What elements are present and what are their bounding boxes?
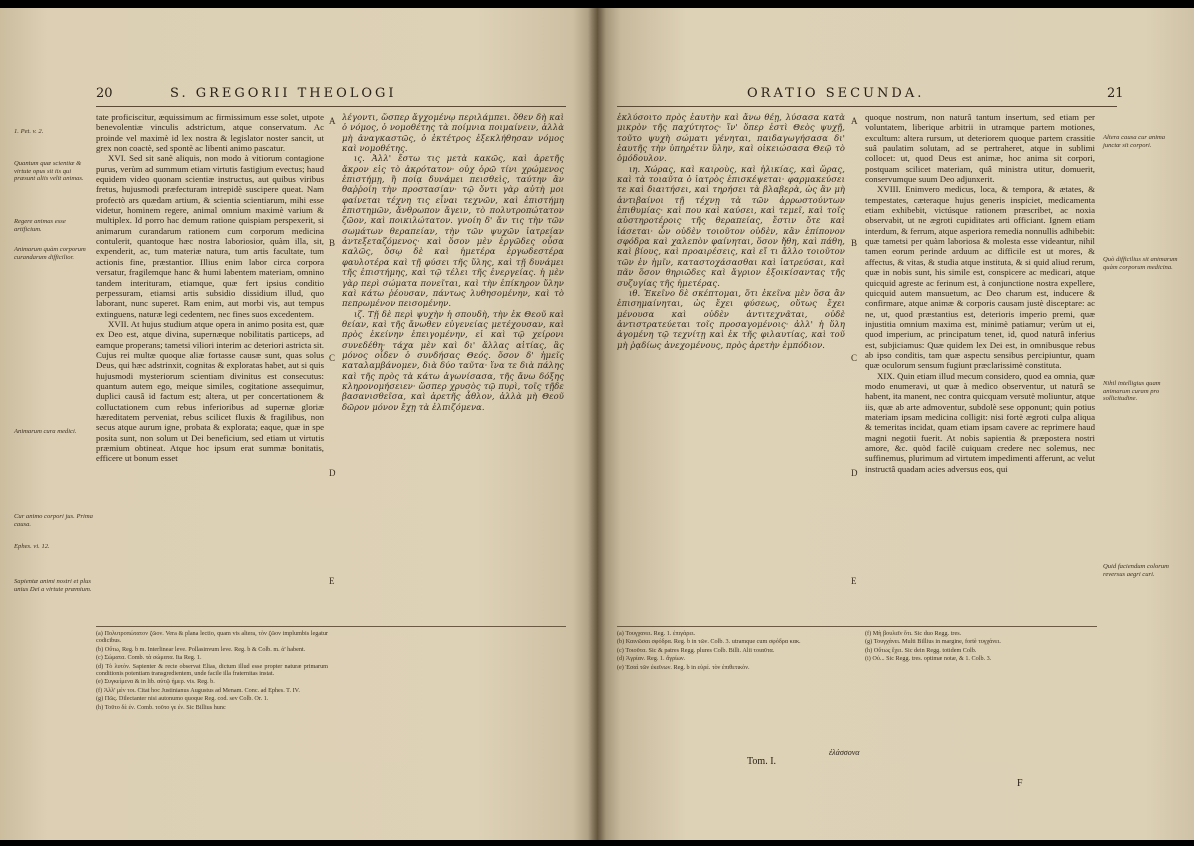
sidenote: Quid faciendum colorum reversus aegri curi. bbox=[1103, 563, 1169, 578]
greek-column-left bbox=[342, 112, 564, 622]
footnotes-left-a bbox=[96, 630, 328, 780]
catchword: F bbox=[1017, 778, 1023, 789]
margin-letter: A bbox=[851, 116, 858, 126]
footnote: (f) Ἀλλ' μὲν τοι. Citat hoc Justinianus Augustus ad Menam. Conc. ad Ephes. T. IV. bbox=[96, 686, 300, 694]
sidenote: 1. Pet. v. 2. bbox=[14, 128, 44, 135]
right-page bbox=[597, 8, 1194, 840]
sidenote: Animarum cura medici. bbox=[14, 428, 77, 435]
sidenote: Ephes. vi. 12. bbox=[14, 543, 50, 550]
footnote: (b) Οὕτω, Reg. b m. Interlinear leve. Pollasinvum leve. Reg. b & Colb. m. ἀ' habent. bbox=[96, 645, 306, 653]
footnote: (f) Μὴ βουλεῖν ὅτι. Sic duo Regg. tres. bbox=[865, 630, 962, 637]
greek-paragraph: ιθ. Ἐκεῖνο δὲ σκέπτομαι, ὅτι ἐκεῖνα μὲν ὅσα ἂν ἐπισημαίνηται, ὡς ἔχει φύσεως, οὕτως ἔχει μένουσα καὶ οὐδὲν ἀντιτεχνᾶται, οὐδὲ ἀντιστρατεύεται τοῖς προσαγομένοις· ἀλλ' ἡ ὕλη ἀγομένη τῷ τεχνίτῃ καὶ ἐκ τῆς φιλαυτίας, καὶ τοῦ μὴ ῥᾳδίως ἀνεχομένους, πρὸς ἀρετὴν ἐμπόδιον. bbox=[617, 287, 845, 350]
latin-paragraph: quoque nostrum, non naturâ tantum insertum, sed etiam per voluntatem, liberique arbitrii in utramque partem motiones, excultum: altera rursum, ut deteriorem quoque partem crassitie suâ paulatim solutam, ad se pertraheret, atque in sublimi collocet: ut, quod Deus est animæ, hoc anima sit corpori, postquam scilicet materiam, quâ ministra utitur, domuerit, conservumque suum Deo adjunxerit. bbox=[865, 112, 1095, 185]
latin-paragraph: XVI. Sed sit sanè aliquis, non modo à vitiorum contagione purus, verùm ad summum etiam virtutis fastigium evectus; haud equidem video quonam scientiæ instructus, aut quibus viribus fretus, hujusmodi præfecturam intrepidè suscipere queat. Nam profectò ars quædam artium, & scientia scientiarum, mihi esse videtur, hominem regere, animal omnium maximè varium & multiplex. Id porro hac demum ratione quispiam perspexerit, si animarum curandarum rationem cum corporum medicina contulerit, quantoque hæc nostra laboriosior, quàm illa, sit, expenderit, ac, tum materiæ natura, tum artis facultate, tum actionis fine, præstantior. Illius enim labor circa corpora versatur, fragilemque hanc & humi labentem materiam, omnino tandem interituram, etiamque, quæ fert ipsius conditio perpessuram, etiamsi artis subsidio dissidium illud, quo laborant, nunc superet. Ram enim, aut morbi vis, aut tempus extinguens, naturæ legi cedentem, nec fines suos excedentem. bbox=[96, 153, 324, 319]
footnote: (g) Πῶς. Dilectanter nisi autonumo quoque Reg. cod. sev Colb. Or. 1. bbox=[96, 695, 269, 703]
sidenote: Nihil intelligius quam animarum curam pro sollicitudine. bbox=[1103, 380, 1161, 403]
greek-paragraph: ιζ. Τῇ δὲ περὶ ψυχὴν ἡ σπουδὴ, τὴν ἐκ Θεοῦ καὶ θείαν, καὶ τῆς ἄνωθεν εὐγενείας μετέχουσαν, καὶ πρὸς ἐκείνην ἐπειγομένην, εἰ καὶ τῷ χείρονι συνεδέθη· τάχα μὲν καὶ δι' ἄλλας αἰτίας, ἃς μόνος οἶδεν ὁ συνδήσας Θεός. ὅσον δ' ἡμεῖς καταλαμβάνομεν, διὰ δύο ταῦτα· ἵνα τε διὰ πάλης καὶ τῆς πρὸς τὰ κάτω ἀγωνίσασα, τῆς ἄνω δόξης κληρονομήσειεν· ὥσπερ χρυσὸς τῷ πυρὶ, τοῖς τῇδε βασανισθεῖσα, καὶ ἀρετῆς ἆθλον, ἀλλὰ μὴ Θεοῦ δῶρον μόνον ἔχῃ τὰ ἐλπιζόμενα. bbox=[342, 308, 564, 412]
footnote: (h) Τοῦτο δὲ ἐν. Comb. τοῦτο γε ἐν. Sic Billius hunc bbox=[96, 703, 226, 711]
margin-letter: B bbox=[851, 238, 858, 248]
footnote-rule-left bbox=[96, 626, 566, 627]
greek-paragraph: λέγοντι, ὥσπερ ἄγχομένῳ περιλάμπει. ὅθεν δὴ καὶ ὁ νόμος, ὁ νομοθέτης τὰ ποίμνια ποιμαίνειν, ἀλλὰ μὴ ἀναγκαστῶς, ὁ ἐκτέτρος ἐξεκλήθησαν νόμος καὶ νομοθέτης. bbox=[342, 112, 564, 154]
greek-paragraph: ιη. Χώρας, καὶ καιροὺς, καὶ ἡλικίας, καὶ ὥρας, καὶ τὰ τοιαῦτα ὁ ἰατρὸς ἐπισκέψεται· φαρμακεύσει τε καὶ διαιτήσει, καὶ τηρήσει τὰ βλαβερὰ, ὡς ἂν μὴ ἀντιβαίνοι τῇ τέχνῃ τὰ τῶν ἀρρωστούντων ἐπιθυμίας· καὶ που καὶ καύσει, καὶ τεμεῖ, καὶ τοῖς αὐστηροτέροις τῆς θεραπείας, ἔστιν ὅτε καὶ ἰάσεται· ὧν οὐδὲν τοιοῦτον οὐδὲν, κἂν ἐπίπονον σφόδρα καὶ χαλεπὸν φαίνηται, ὅσον ἤθη, καὶ πάθη, καὶ βίους, καὶ προαιρέσεις, καὶ εἴ τι ἄλλο τοιοῦτον τῶν ἐν ἡμῖν, καταστοχάσασθαι καὶ ἰατρεύσαι, καὶ πᾶν ὅσον θηριῶδες καὶ ἄγριον ἐξοικίσαντας τῆς συζυγίας τῆς ἡμετέρας. bbox=[617, 163, 845, 288]
greek-paragraph: ις. Ἀλλ' ἔστω τις μετὰ κακῶς, καὶ ἀρετῆς ἄκρον εἰς τὸ ἀκρότατον· οὐχ ὁρῶ τίνι χρώμενος ἐπιστήμῃ, ἢ ποίᾳ δυνάμει πεισθεὶς, ταύτην ἂν θαῤῥοίη τὴν προστασίαν· τῷ ὄντι γὰρ αὐτὴ μοι φαίνεται τέχνη τις εἶναι τεχνῶν, καὶ ἐπιστήμη ἐπιστημῶν, ἄνθρωπον ἄγειν, τὸ πολυτροπώτατον ζῶον, καὶ ποικιλώτατον. γνοίη δ' ἄν τις τὴν τῶν σωμάτων θεραπείαν, τὴν τῶν ψυχῶν ἰατρείαν ἀντεξεταζόμενος· καὶ ὅσον μὲν ἐργῶδες οὖσα καλῶς, ὅσῳ δὲ καὶ ἡμετέρα ἐργωδεστέρα φαυλοτέρα καὶ τῇ φύσει τῆς ὕλης, καὶ τῇ δυνάμει τῆς ἐπιστήμης, καὶ τῷ τέλει τῆς ἐνεργείας. ἡ μὲν γὰρ περὶ σώματα πονεῖται, καὶ τὴν ἐπίκηρον ὕλην καὶ κάτω ῥέουσαν, πάντως λυθησομένην, καὶ τὸ πεπρωμένον πεισομένην. bbox=[342, 153, 564, 309]
margin-letter: E bbox=[851, 576, 857, 586]
latin-paragraph: XVII. At hujus studium atque opera in animo posita est, quæ ex Deo est, atque divina, supernæque nobilitatis particeps, ad eamque properans; tametsi viliori interim ac deteriori astricta sit. Cujus rei multæ quoque aliæ fortasse causæ sunt, quas solus Deus, qui hæc adstrinxit, cognitas & exploratas habet, aut si quis hujusmodi mysteriorum scientiam divinitus est consecutus: quantum autem ego, meique similes, cogitatione assequimur, duplici causâ id factum est; altera, ut per concertationem & colluctationem cum rebus inferioribus ad supernæ gloriæ hæreditatem perveniat, rebus scilicet fluxis & fragilibus, non secus atque aurum igne, probata & explorata; eaque, quæ in spe posita sunt, non solum ut Dei beneficium, sed etiam ut virtutis præmium obtineat. Atque hoc ipsum erat summæ bonitatis, efficere ut bonum esset bbox=[96, 318, 324, 464]
margin-letter: D bbox=[329, 468, 336, 478]
margin-letter: C bbox=[851, 353, 858, 363]
margin-letter: C bbox=[329, 353, 336, 363]
greek-paragraph: ἐκλύσοιτο πρὸς ἑαυτὴν καὶ ἄνω θέῃ, λύσασα κατὰ μικρὸν τῆς παχύτητος· ἵν' ὅπερ ἐστὶ Θεὸς ψυχῇ, τοῦτο ψυχὴ σώματι γένηται, παιδαγωγήσασα δι' ἑαυτῆς τὴν ὑπηρέτιν ὕλην, καὶ οἰκειώσασα Θεῷ τὸ ὁμόδουλον. bbox=[617, 112, 845, 164]
footnote: (c) Σώματα. Comb. τὰ σώματα. Ita Reg. 1. bbox=[96, 654, 202, 662]
header-rule-left bbox=[96, 106, 566, 107]
book-gutter bbox=[588, 8, 606, 840]
header-rule-right bbox=[617, 106, 1117, 107]
sidenote: Quantum quæ scientiæ & virtute opus sit iis qui præsunt aliis velit animas. bbox=[14, 160, 84, 183]
footnote: (d) Ἀγρίαν. Reg. 1. ἄγρίων. bbox=[617, 655, 686, 663]
margin-letter: D bbox=[851, 468, 858, 478]
catchword-greek: ἐλάσσονα bbox=[829, 748, 860, 757]
sidenote: Quò difficilius sit animarum quàm corporum medicina. bbox=[1103, 256, 1178, 271]
margin-letter: B bbox=[329, 238, 336, 248]
footnote: (a) Τουγχανει. Reg. 1. ἐπιγάρει. bbox=[617, 630, 696, 637]
running-head-left: S. GREGORII THEOLOGI bbox=[170, 86, 397, 101]
sidenote: Sapientæ animi nostri et plus unius Dei a virtute præmium. bbox=[14, 578, 92, 593]
footnote: (h) Οὕτως ἔχει. Sic dein Regg. totidem Colb. bbox=[865, 646, 977, 654]
footnote: (i) Οὐ... Sic Regg. tres. optimæ notæ, & 1. Colb. 3. bbox=[865, 655, 992, 663]
greek-column-right bbox=[617, 112, 845, 622]
sidenote: Animarum quàm corporum curandarum difficilior. bbox=[14, 246, 86, 261]
footnotes-right-b bbox=[865, 630, 1097, 748]
margin-letter: A bbox=[329, 116, 336, 126]
latin-paragraph: XIX. Quin etiam illud mecum considero, quod ea omnia, quæ modo enumeravi, ut quæ à medico observentur, ut naturâ se habent, ita manent, nec contra quicquam versutè moliuntur, atque iis, quæ ab arte admoventur, subdolè sese opponunt; quin potius materiam ipsam medicina colligit: nisi fortè ægroti culpa aliqua & temeritas incidat, quam etiam ipsam cavere ac reprimere haud magni negotii fuerit. At nobis sapientia & præpostera nostri amore, &c. quòd facilè cuiquam credere nec solemus, nec suffinemus, plurimum ad virtutem impedimenti afferunt, ac velut instructâ quadam acies adversus eos, qui bbox=[865, 370, 1095, 474]
footnotes-right-a bbox=[617, 630, 849, 748]
footnote: (b) Καινῶσαι σφόδρα. Reg. b in τῶν. Colb. 3. utramque cum σφόδρα κακ. bbox=[617, 638, 801, 646]
sidenote: Cur animo corpori jus. Prima causa. bbox=[14, 513, 93, 528]
sidenote: Regere animas esse artificium. bbox=[14, 218, 66, 233]
running-head-right: ORATIO SECUNDA. bbox=[747, 86, 925, 101]
footnote: (c) Τοιοῦτα. Sic & patres Regg. plures Colb. Billi. Alii τοιαῦτα. bbox=[617, 646, 775, 654]
latin-column-right bbox=[865, 112, 1095, 622]
latin-paragraph: tate proficiscitur, æquissimum ac firmissimum esse solet, utpote benevolentiæ vinculis adstrictum, atque conservatum. Ac proinde vel maximè id lex nostra & legislator noster sancit, ut grex non coactè, sed spontè ac libenti animo pascatur. bbox=[96, 112, 324, 154]
latin-column-left bbox=[96, 112, 324, 622]
footnote: (a) Πολυτροπώτατον ζῶον. Vera & plana lectio, quam vis altera, τὸν ζῶον implumbis legatur codicibus. bbox=[96, 630, 328, 645]
footnote: (e) Ἐσαὶ τῶν ἐκεῖνων. Reg. b in εὐρέ. τὸν ἐπιθετικὸν. bbox=[617, 663, 750, 671]
footnote: (d) Τὸ λυτὸν. Sapienter & recte observat Elias, dictum illud esse propter naturæ primarum conditionis potentiam transgredientem, unde facile illa fraternitas instat. bbox=[96, 662, 328, 678]
latin-paragraph: XVIII. Enimvero medicus, loca, & tempora, & ætates, & tempestates, cæteraque hujus generis inspiciet, medicamenta etiam exhibebit, victúsque rationem præscribet, ac noxia observabit, ut ne ægroti cupiditates arti officiant. Ignem etiam interdum, & ferrum, atque asperiora remedia nonnullis adhibebit: quæ tametsi per quàm laboriosa & molesta esse videantur, nihil tamen eorum perinde arduum ac difficile est ut mores, & affectus, & vitas, & studia atque instituta, & si quid aliud rerum, quæ in nobis sunt, his simile est, conspicere ac medicari, atque quicquid agreste ac ferinum est, à conjunctione nostra expellere, quicquid autem mansuetum, ac Deo charum est, inducere & confirmare, atque animæ & corporis causam justè disceptare: ac ne, ut, quod præstantius est, deterioris imperio premi, quæ injustitia omnium maxima est, minimè patiamur; verùm ut ei, quod imperium, ac principatum tenet, id, quod naturâ inferius est, subjiciamus: Quæ quidem lex Dei est, in omnibusque rebus ab ipso conditis, tam quæ aspectu sensibus percipiuntur, quam quæ oculorum sensum fugiunt præclarissimè constituta. bbox=[865, 184, 1095, 371]
page-number-left: 20 bbox=[96, 86, 113, 101]
footnote: (e) Συγκείμενα & in lib. αὐτῷ ἡμερ. vis. Reg. b. bbox=[96, 678, 215, 686]
footnote: (g) Τουγχάνει. Multi Billius in margine, fortè τυγχάνει. bbox=[865, 638, 1001, 646]
sidenote: Altera causa cur anima junctæ sit corpori. bbox=[1103, 134, 1166, 149]
margin-letter: E bbox=[329, 576, 335, 586]
left-page bbox=[0, 8, 597, 840]
signature-mark: Tom. I. bbox=[747, 756, 777, 767]
page-number-right: 21 bbox=[1107, 86, 1124, 101]
footnote-rule-right bbox=[617, 626, 1097, 627]
